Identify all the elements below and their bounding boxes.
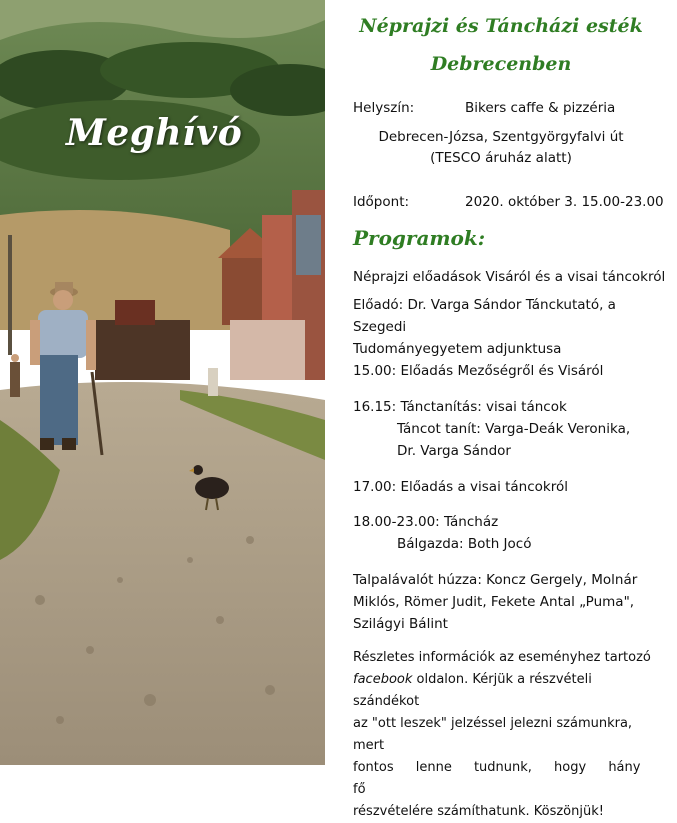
time-value: 2020. október 3. 15.00-23.00: [465, 194, 664, 210]
program-item: [353, 511, 655, 555]
program-item: 17.00: Előadás a visai táncokról: [353, 479, 569, 495]
musicians-line2: Miklós, Römer Judit, Fekete Antal „Puma",: [353, 594, 635, 610]
venue-note: (TESCO áruház alatt): [430, 150, 572, 166]
presenter-block: [353, 294, 655, 360]
program-item-sub: Táncot tanít: Varga-Deák Veronika,: [397, 421, 631, 437]
musicians-line1: Talpalávalót húzza: Koncz Gergely, Molnár: [353, 572, 638, 588]
venue-name: Bikers caffe & pizzéria: [465, 100, 616, 116]
event-title-line2: Debrecenben: [430, 53, 572, 75]
program-item-sub: Dr. Varga Sándor: [397, 443, 511, 459]
program-item: [353, 396, 655, 462]
details-line1: Részletes információk az eseményhez tartozó: [353, 650, 651, 665]
details-line4: fontos lenne tudnunk, hogy hány fő: [353, 760, 641, 797]
details-line5: részvételére számíthatunk. Köszönjük!: [353, 804, 604, 819]
program-item-line: 16.15: Tánctanítás: visai táncok: [353, 399, 567, 415]
event-title-line1: Néprajzi és Táncházi esték: [359, 15, 643, 37]
program-item-line: 18.00-23.00: Táncház: [353, 514, 499, 530]
musicians-line3: Szilágyi Bálint: [353, 616, 448, 632]
info-panel: [325, 0, 677, 819]
details-line2-rest: oldalon. Kérjük a részvételi szándékot: [353, 672, 592, 709]
venue-address: Debrecen-Józsa, Szentgyörgyfalvi út: [378, 129, 624, 145]
details-line3: az "ott leszek" jelzéssel jelezni számunkra, mert: [353, 716, 633, 753]
programs-topic: Néprajzi előadások Visáról és a visai táncokról: [353, 269, 666, 285]
presenter-line2: Tudományegyetem adjunktusa: [353, 341, 562, 357]
programs-heading: Programok:: [353, 226, 486, 250]
program-item: 15.00: Előadás Mezőségről és Visáról: [353, 363, 604, 379]
details-line2: [353, 669, 655, 713]
venue-label: Helyszín:: [353, 100, 415, 116]
time-label: Időpont:: [353, 194, 410, 210]
presenter-line1: Előadó: Dr. Varga Sándor Tánckutató, a Szegedi: [353, 297, 616, 335]
invitation-overlay-title: Meghívó: [66, 112, 243, 154]
facebook-link[interactable]: facebook: [353, 672, 413, 687]
musicians-block: [353, 569, 655, 635]
details-block: [353, 647, 655, 823]
program-item-sub: Bálgazda: Both Jocó: [397, 536, 532, 552]
